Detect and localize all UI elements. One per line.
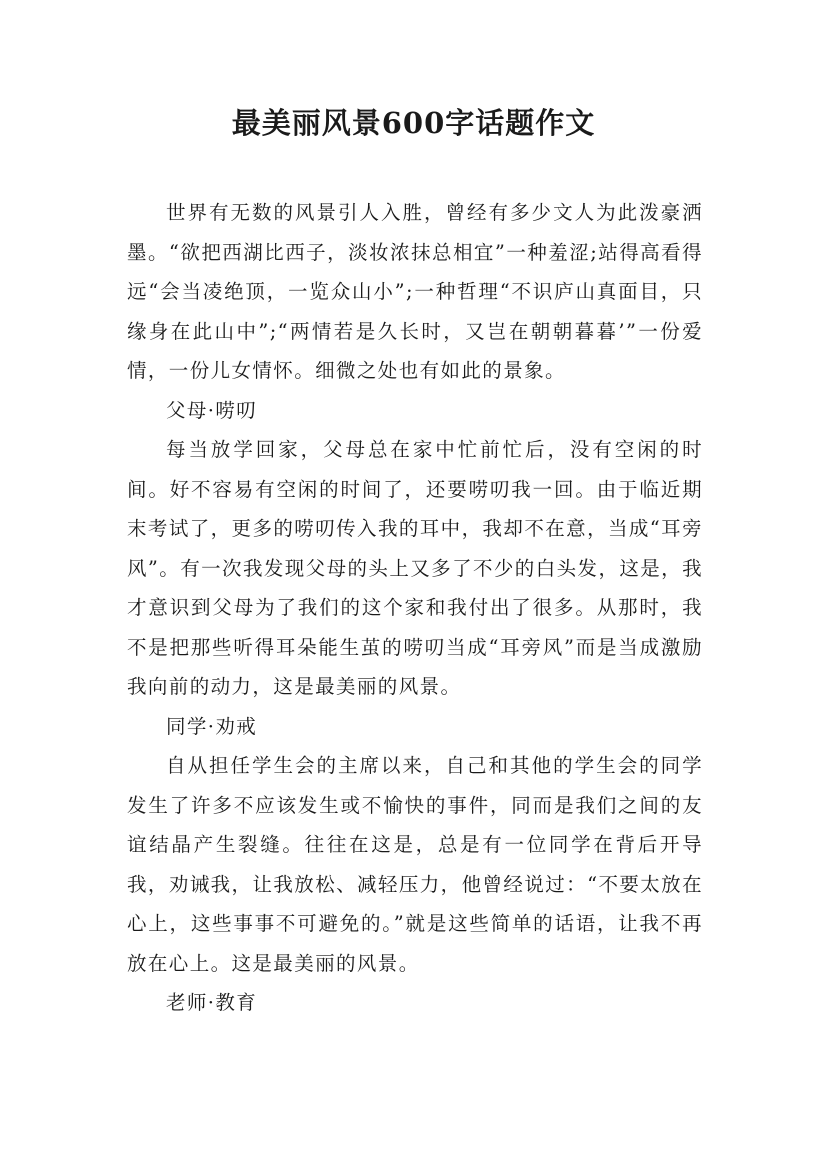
- document-title: 最美丽风景600字话题作文: [231, 106, 596, 140]
- paragraph-classmates: 自从担任学生会的主席以来，自己和其他的学生会的同学发生了许多不应该发生或不愉快的事件，同而是我们之间的友谊结晶产生裂缝。往往在这是，总是有一位同学在背后开导我，劝诫我，让我放松、减轻压力，他曾经说过：“不要太放在心上，这些事事不可避免的。”就是这些简单的话语，让我不再放在心上。这是最美丽的风景。: [127, 754, 703, 975]
- section-heading-teacher: 老师·教育: [166, 991, 258, 1014]
- paragraph-parents: 每当放学回家，父母总在家中忙前忙后，没有空闲的时间。好不容易有空闲的时间了，还要唠叨我一回。由于临近期末考试了，更多的唠叨传入我的耳中，我却不在意，当成“耳旁风”。有一次我发现父母的头上又多了不少的白头发，这是，我才意识到父母为了我们的这个家和我付出了很多。从那时，我不是把那些听得耳朵能生茧的唠叨当成“耳旁风”而是当成激励我向前的动力，这是最美丽的风景。: [127, 438, 703, 698]
- section-heading-parents: 父母·唠叨: [166, 398, 258, 422]
- paragraph-intro: 世界有无数的风景引人入胜，曾经有多少文人为此泼豪洒墨。“欲把西湖比西子，淡妆浓抹总相宜”一种羞涩;站得高看得远“会当凌绝顶，一览众山小”;一种哲理“不识庐山真面目，只缘身在此山中”;“两情若是久长时，又岂在朝朝暮暮’”一份爱情，一份儿女情怀。细微之处也有如此的景象。: [127, 201, 703, 382]
- document-body: [127, 193, 703, 1023]
- section-heading-classmates: 同学·劝戒: [166, 714, 258, 738]
